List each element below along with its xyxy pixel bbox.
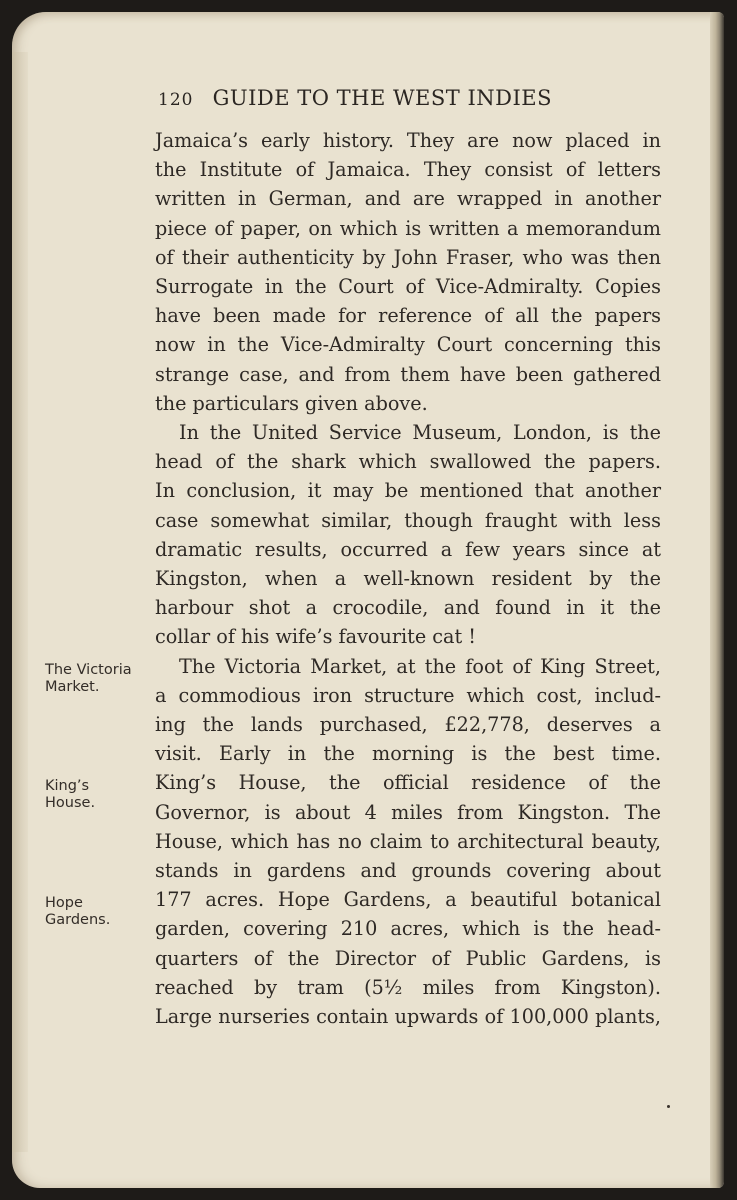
body-text xyxy=(155,126,661,1031)
text-line: 177 acres. Hope Gardens, a beautiful botanical xyxy=(155,888,661,912)
text-line: In conclusion, it may be mentioned that another xyxy=(155,479,661,503)
page-number: 120 xyxy=(158,90,194,110)
margin-note-line: Gardens. xyxy=(45,912,111,928)
text-line: now in the Vice-Admiralty Court concerning this xyxy=(155,333,661,357)
text-line: garden, covering 210 acres, which is the head- xyxy=(155,917,661,941)
ink-speck xyxy=(667,1105,670,1108)
margin-note-line: King’s xyxy=(45,778,90,794)
text-line: visit. Early in the morning is the best time. xyxy=(155,742,661,766)
text-line: strange case, and from them have been gathered xyxy=(155,362,661,386)
margin-note-victoria-market xyxy=(45,662,155,696)
text-line: harbour shot a crocodile, and found in it the xyxy=(155,596,661,620)
margin-note-line: Market. xyxy=(45,679,100,695)
running-head xyxy=(158,86,628,110)
text-line: House, which has no claim to architectural beauty, xyxy=(155,829,661,853)
text-line: The Victoria Market, at the foot of King Street, xyxy=(179,654,661,678)
text-line: head of the shark which swallowed the papers. xyxy=(155,450,661,474)
text-line: Kingston, when a well-known resident by the xyxy=(155,567,661,591)
text-line: the Institute of Jamaica. They consist of letters xyxy=(155,158,661,182)
margin-note-line: House. xyxy=(45,795,96,811)
margin-note-line: The Victoria xyxy=(45,662,132,678)
margin-note-hope-gardens xyxy=(45,895,155,929)
page-title: GUIDE TO THE WEST INDIES xyxy=(212,86,552,110)
book-page xyxy=(12,12,724,1188)
text-line: dramatic results, occurred a few years since at xyxy=(155,537,661,561)
text-line: reached by tram (5½ miles from Kingston). xyxy=(155,975,661,999)
text-line: a commodious iron structure which cost, includ- xyxy=(155,683,661,707)
text-line: of their authenticity by John Fraser, who was then xyxy=(155,245,661,269)
text-line: written in German, and are wrapped in another xyxy=(155,187,661,211)
text-line: have been made for reference of all the papers xyxy=(155,304,661,328)
text-line: collar of his wife’s favourite cat ! xyxy=(155,625,477,649)
text-line: In the United Service Museum, London, is the xyxy=(179,421,661,445)
margin-note-line: Hope xyxy=(45,895,83,911)
page-edge xyxy=(710,12,724,1188)
text-line: the particulars given above. xyxy=(155,391,428,415)
text-line: Jamaica’s early history. They are now placed in xyxy=(155,129,661,152)
text-line: Large nurseries contain upwards of 100,000 plants, xyxy=(155,1005,661,1029)
page-gutter xyxy=(12,52,28,1152)
text-line: stands in gardens and grounds covering about xyxy=(155,859,661,883)
text-line: piece of paper, on which is written a memorandum xyxy=(155,216,661,240)
text-line: Surrogate in the Court of Vice-Admiralty. Copies xyxy=(155,275,661,299)
text-line: Governor, is about 4 miles from Kingston. The xyxy=(155,800,661,824)
text-line: quarters of the Director of Public Gardens, is xyxy=(155,946,661,970)
text-line: ing the lands purchased, £22,778, deserves a xyxy=(155,713,661,737)
margin-note-kings-house xyxy=(45,778,155,812)
text-line: King’s House, the official residence of the xyxy=(155,771,661,795)
text-line: case somewhat similar, though fraught with less xyxy=(155,508,661,532)
